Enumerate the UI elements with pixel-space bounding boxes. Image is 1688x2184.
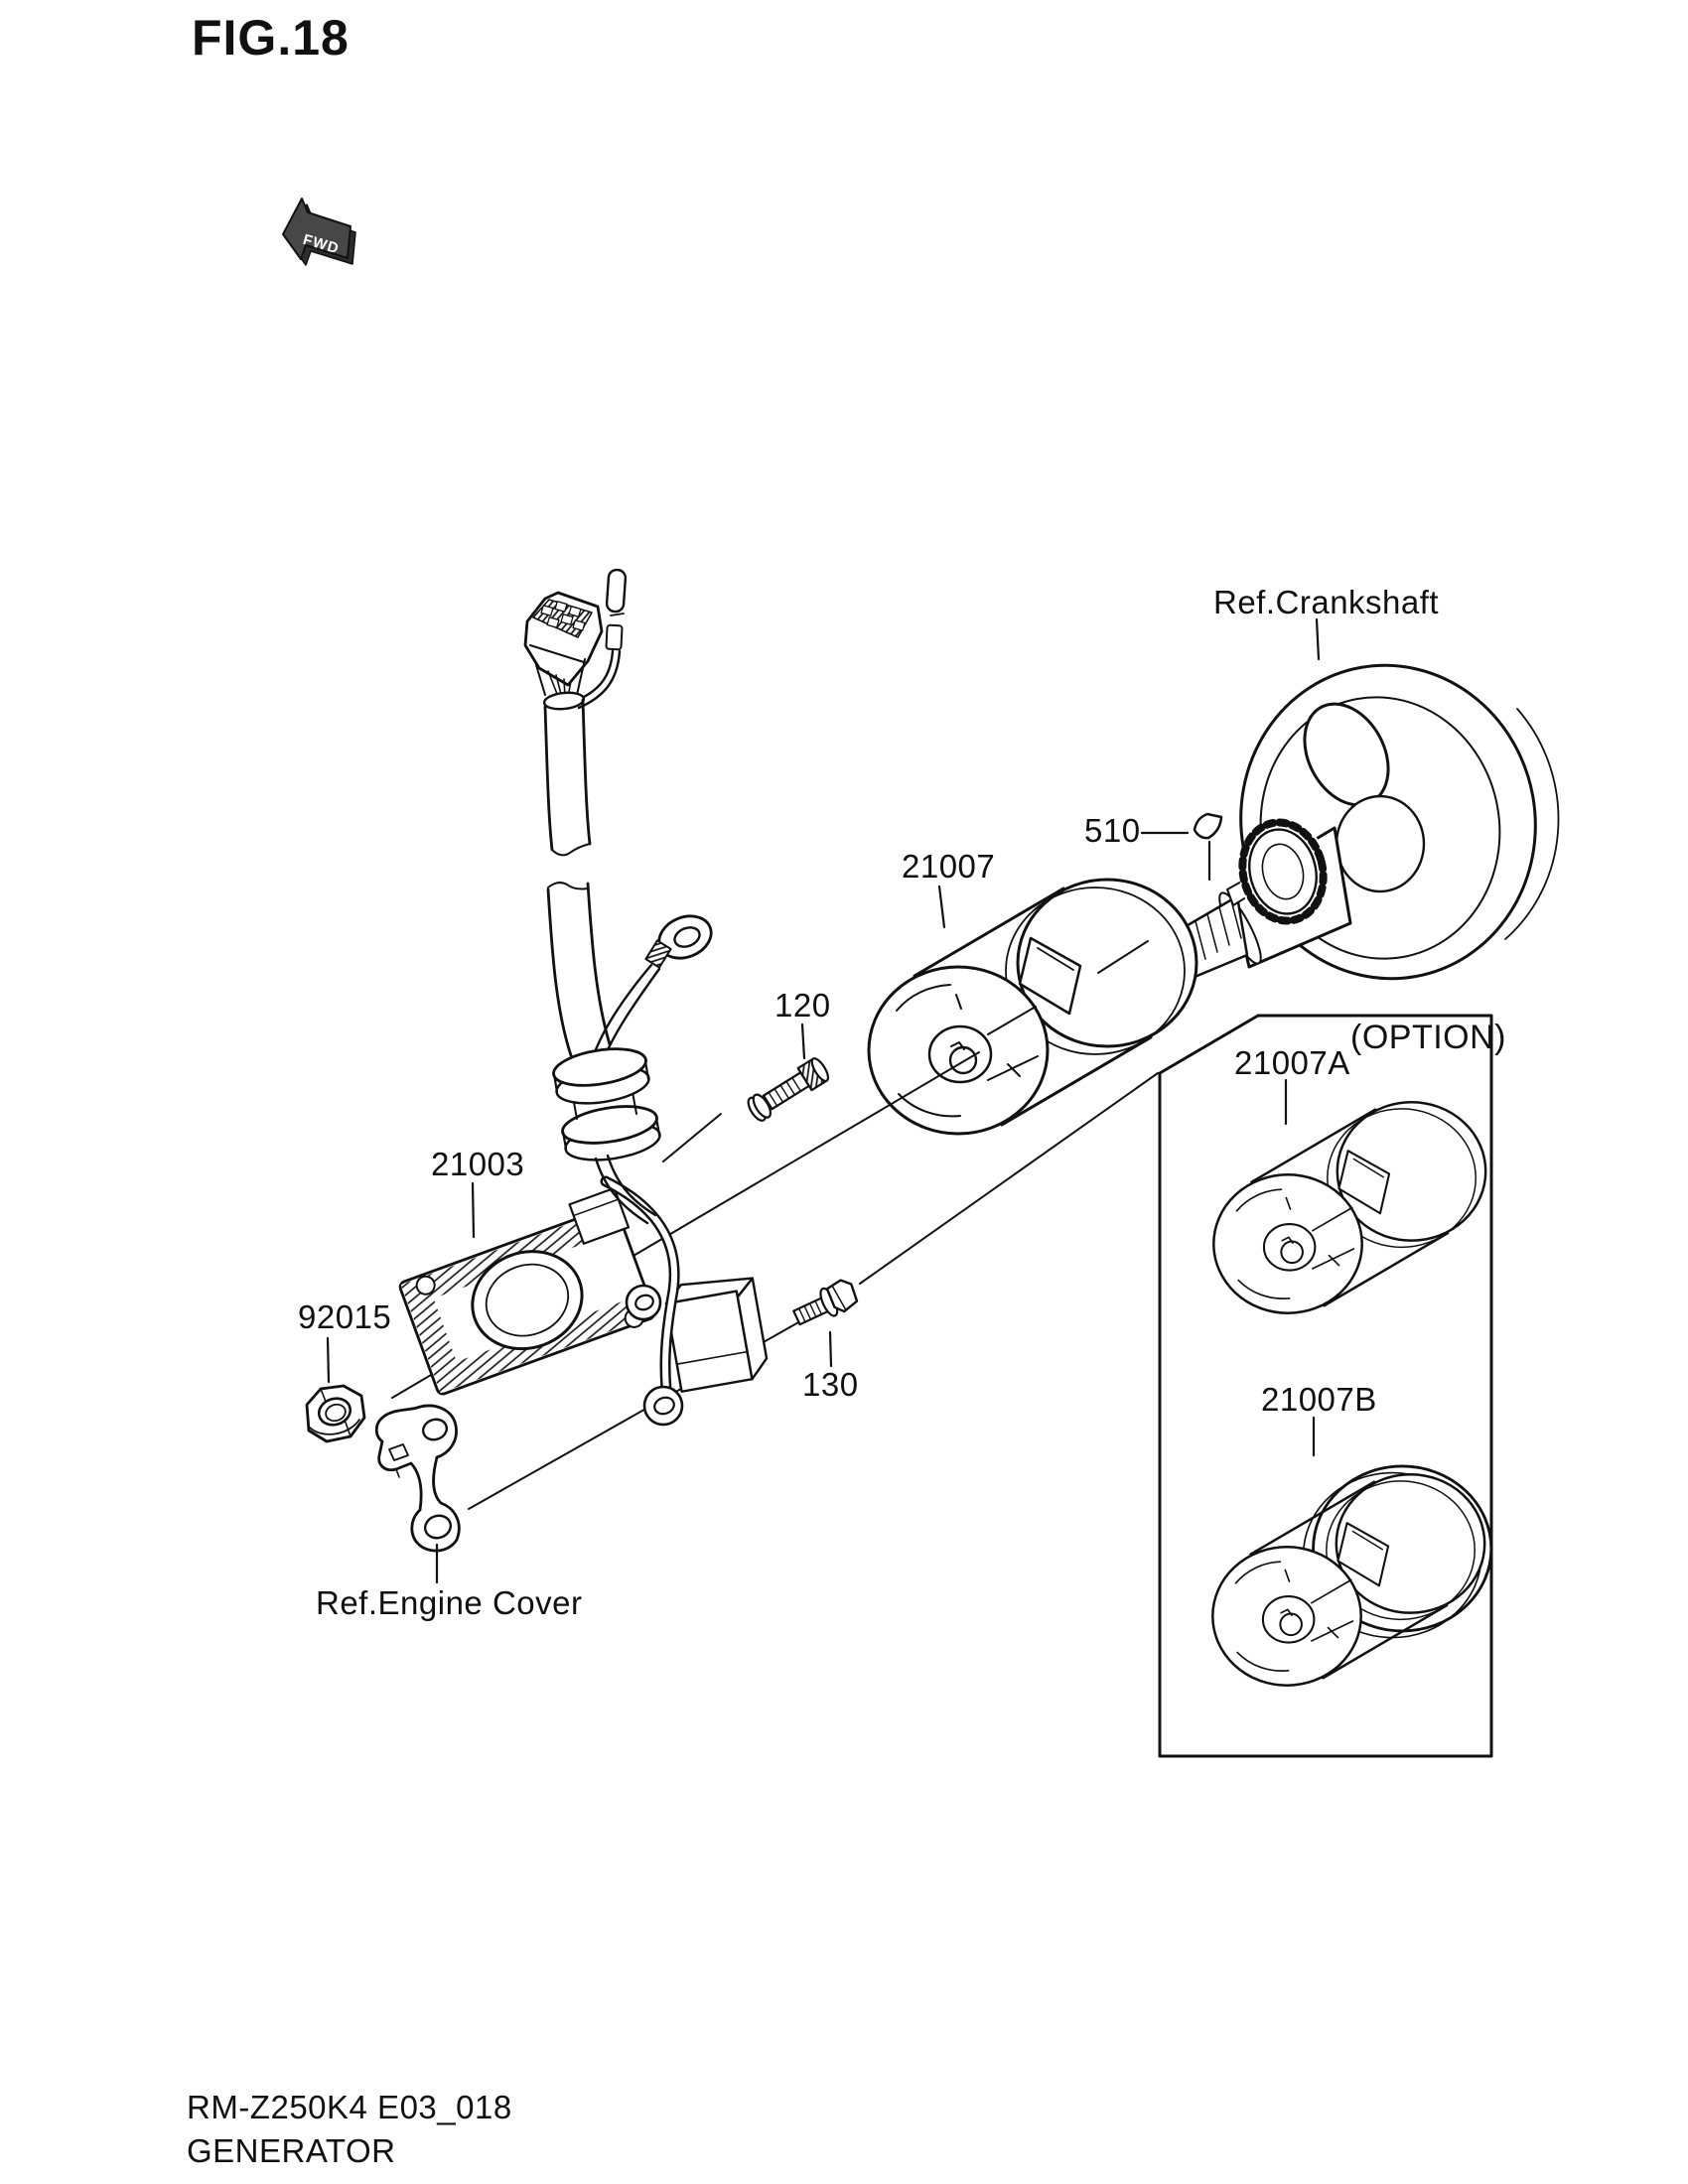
harness-drawing <box>525 569 718 1223</box>
woodruff-key-drawing <box>1195 814 1221 838</box>
option-box-label: (OPTION) <box>1350 1019 1506 1056</box>
bolt-130-drawing <box>790 1277 861 1330</box>
footer-figure-name: GENERATOR <box>187 2132 396 2169</box>
callout-21007: 21007 <box>902 848 996 885</box>
callout-130: 130 <box>802 1366 859 1403</box>
engine-cover-bracket-drawing <box>376 1406 459 1551</box>
nut-92015-drawing <box>307 1386 364 1441</box>
fwd-arrow-icon <box>283 199 355 265</box>
callout-21003: 21003 <box>431 1146 525 1182</box>
rotor-21007-drawing <box>869 880 1196 1134</box>
callout-21007a: 21007A <box>1234 1044 1350 1081</box>
footer-model-code: RM-Z250K4 E03_018 <box>187 2089 512 2125</box>
callout-92015: 92015 <box>298 1298 392 1335</box>
figure-title: FIG.18 <box>192 10 350 66</box>
stator-21003-drawing <box>393 1181 770 1425</box>
callout-ref-crankshaft: Ref.Crankshaft <box>1213 584 1440 620</box>
bolt-120-drawing <box>745 1056 831 1124</box>
rotor-21007a-drawing <box>1213 1102 1485 1312</box>
callout-21007b: 21007B <box>1261 1381 1377 1418</box>
rotor-21007b-drawing <box>1212 1466 1491 1686</box>
callout-120: 120 <box>774 987 831 1024</box>
fwd-arrow-label: FWD <box>301 230 342 258</box>
leader-lines <box>328 619 1319 1582</box>
callout-510: 510 <box>1084 812 1141 849</box>
callout-ref-engine-cover: Ref.Engine Cover <box>316 1584 583 1621</box>
